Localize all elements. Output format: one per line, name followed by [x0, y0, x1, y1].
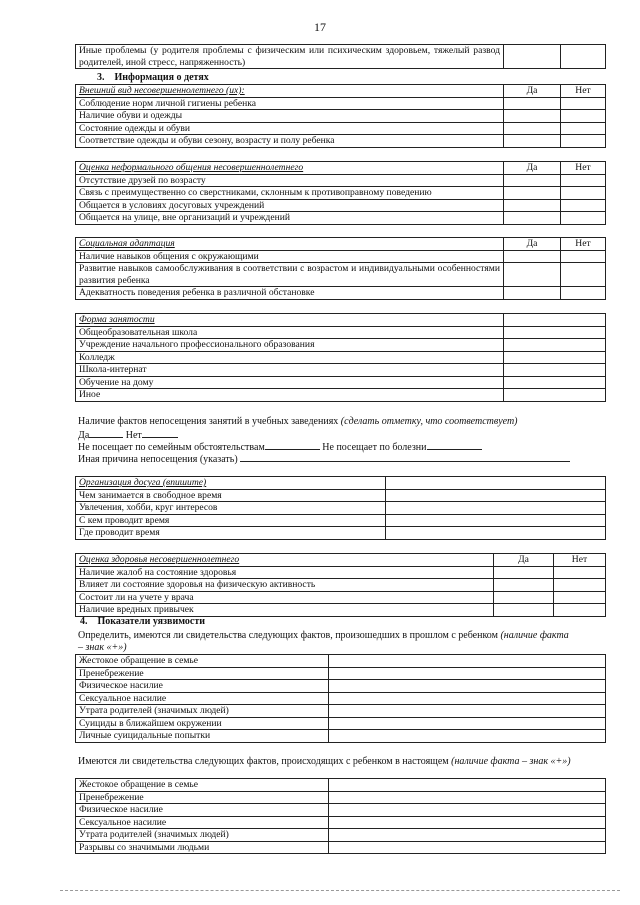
no-cell[interactable]	[561, 174, 606, 187]
no-cell[interactable]	[561, 250, 606, 263]
absence-line-1	[78, 416, 518, 428]
mark-cell[interactable]	[504, 376, 606, 389]
table-row-label: Общается на улице, вне организаций и учреждений	[76, 212, 504, 225]
yes-cell[interactable]	[504, 250, 561, 263]
table-row-label: С кем проводит время	[76, 514, 386, 527]
absence-family-label: Не посещает по семейным обстоятельствам	[78, 442, 265, 453]
mark-cell[interactable]	[504, 326, 606, 339]
absence-no-label: Нет	[125, 430, 142, 441]
no-cell[interactable]	[561, 263, 606, 287]
table-row-label: Чем занимается в свободное время	[76, 489, 386, 502]
no-cell[interactable]	[561, 97, 606, 110]
yes-cell[interactable]	[504, 199, 561, 212]
table-row-label: Учреждение начального профессионального образования	[76, 339, 504, 352]
absence-family-blank[interactable]	[265, 440, 320, 450]
table-row-label: Колледж	[76, 351, 504, 364]
informal-header: Оценка неформального общения несовершеннолетнего	[76, 162, 504, 175]
section-4-heading	[80, 616, 205, 627]
mark-cell[interactable]	[329, 717, 606, 730]
social-adaptation-table	[75, 237, 606, 300]
table-row-label: Утрата родителей (значимых людей)	[76, 829, 329, 842]
mark-cell[interactable]	[329, 791, 606, 804]
mark-cell[interactable]	[329, 804, 606, 817]
table-row-label: Жестокое обращение в семье	[76, 655, 329, 668]
mark-cell[interactable]	[329, 816, 606, 829]
mark-cell[interactable]	[329, 655, 606, 668]
section-4-intro-1	[78, 630, 569, 642]
health-yes-header: Да	[494, 554, 554, 567]
page-number: 17	[314, 20, 326, 34]
yes-cell[interactable]	[494, 604, 554, 617]
social-yes-header: Да	[504, 238, 561, 251]
yes-cell[interactable]	[504, 212, 561, 225]
leisure-header-cell	[386, 477, 606, 490]
section-4-intro-note: (наличие факта	[500, 630, 569, 641]
table-row-label: Жестокое обращение в семье	[76, 779, 329, 792]
health-no-header: Нет	[554, 554, 606, 567]
social-header: Социальная адаптация	[76, 238, 504, 251]
section-4-intro-text: Определить, имеются ли свидетельства следующих фактов, произошедших в прошлом с ребенком	[78, 630, 498, 641]
table-row-label: Сексуальное насилие	[76, 692, 329, 705]
table-row-label: Школа-интернат	[76, 364, 504, 377]
answer-cell[interactable]	[386, 502, 606, 515]
table-row-label: Физическое насилие	[76, 804, 329, 817]
no-cell[interactable]	[561, 135, 606, 148]
table-row-label: Разрывы со значимыми людьми	[76, 841, 329, 854]
other-problems-no-cell[interactable]	[561, 45, 606, 69]
table-row-label: Сексуальное насилие	[76, 816, 329, 829]
past-facts-table	[75, 654, 606, 743]
no-cell[interactable]	[554, 604, 606, 617]
no-cell[interactable]	[554, 591, 606, 604]
absence-illness-blank[interactable]	[427, 440, 482, 450]
yes-cell[interactable]	[504, 263, 561, 287]
appearance-header: Внешний вид несовершеннолетнего (их):	[76, 85, 504, 98]
occupation-table	[75, 313, 606, 402]
no-cell[interactable]	[561, 212, 606, 225]
present-facts-table	[75, 778, 606, 854]
section-4-number: 4.	[80, 616, 88, 627]
table-row-label: Наличие обуви и одежды	[76, 110, 504, 123]
table-row-label: Пренебрежение	[76, 667, 329, 680]
leisure-header: Организация досуга (впишите)	[76, 477, 386, 490]
footer-rule	[60, 890, 620, 891]
section-4-intro-2	[78, 642, 127, 654]
table-row-label: Адекватность поведения ребенка в различной обстановке	[76, 287, 504, 300]
answer-cell[interactable]	[386, 514, 606, 527]
table-row-label: Наличие навыков общения с окружающими	[76, 250, 504, 263]
absence-no-blank[interactable]	[142, 428, 178, 438]
absence-yes-blank[interactable]	[89, 428, 123, 438]
section-4-title: Показатели уязвимости	[97, 616, 206, 627]
absence-note: (сделать отметку, что соответствует)	[340, 416, 518, 427]
yes-cell[interactable]	[504, 135, 561, 148]
appearance-no-header: Нет	[561, 85, 606, 98]
table-row-label: Обучение на дому	[76, 376, 504, 389]
mark-cell[interactable]	[504, 389, 606, 402]
table-row-label: Отсутствие друзей по возрасту	[76, 174, 504, 187]
absence-yes-label: Да	[78, 430, 90, 441]
no-cell[interactable]	[561, 187, 606, 200]
no-cell[interactable]	[561, 110, 606, 123]
occupation-header: Форма занятости	[76, 314, 504, 327]
table-row-label: Влияет ли состояние здоровья на физическую активность	[76, 579, 494, 592]
absence-illness-label: Не посещает по болезни	[322, 442, 427, 453]
section-3-heading	[97, 72, 209, 83]
yes-cell[interactable]	[504, 187, 561, 200]
no-cell[interactable]	[554, 579, 606, 592]
health-table	[75, 553, 606, 617]
yes-cell[interactable]	[504, 97, 561, 110]
no-cell[interactable]	[561, 122, 606, 135]
table-row-label: Связь с преимущественно со сверстниками, склонным к противоправному поведению	[76, 187, 504, 200]
mark-cell[interactable]	[329, 841, 606, 854]
table-row-label: Наличие жалоб на состояние здоровья	[76, 566, 494, 579]
absence-other-line	[78, 452, 570, 466]
other-problems-yes-cell[interactable]	[504, 45, 561, 69]
answer-cell[interactable]	[386, 527, 606, 540]
health-header: Оценка здоровья несовершеннолетнего	[76, 554, 494, 567]
section-3-number: 3.	[97, 72, 105, 83]
mark-cell[interactable]	[329, 730, 606, 743]
yes-cell[interactable]	[504, 122, 561, 135]
table-row-label: Соблюдение норм личной гигиены ребенка	[76, 97, 504, 110]
yes-cell[interactable]	[504, 174, 561, 187]
mark-cell[interactable]	[504, 364, 606, 377]
absence-other-label: Иная причина непосещения (указать)	[78, 454, 238, 465]
table-row-label: Иное	[76, 389, 504, 402]
table-row-label: Где проводит время	[76, 527, 386, 540]
section-4-intro-note-2: – знак «+»)	[78, 642, 127, 653]
social-no-header: Нет	[561, 238, 606, 251]
table-row-label: Соответствие одежды и обуви сезону, возрасту и полу ребенка	[76, 135, 504, 148]
table-row-label: Развитие навыков самообслуживания в соответствии с возрастом и индивидуальными особенностями развития ребенка	[76, 263, 504, 287]
absence-other-blank[interactable]	[240, 452, 570, 462]
table-row-label: Суициды в ближайшем окружении	[76, 717, 329, 730]
mark-cell[interactable]	[329, 779, 606, 792]
no-cell[interactable]	[561, 199, 606, 212]
no-cell[interactable]	[554, 566, 606, 579]
occupation-header-cell	[504, 314, 606, 327]
mark-cell[interactable]	[504, 351, 606, 364]
table-row-label: Наличие вредных привычек	[76, 604, 494, 617]
present-intro	[78, 756, 571, 768]
table-row-label: Увлечения, хобби, круг интересов	[76, 502, 386, 515]
yes-cell[interactable]	[504, 110, 561, 123]
table-row-label: Состояние одежды и обуви	[76, 122, 504, 135]
leisure-table	[75, 476, 606, 540]
yes-cell[interactable]	[494, 566, 554, 579]
table-row-label: Личные суицидальные попытки	[76, 730, 329, 743]
yes-cell[interactable]	[504, 287, 561, 300]
section-3-title: Информация о детях	[114, 72, 209, 83]
mark-cell[interactable]	[329, 680, 606, 693]
absence-question: Наличие фактов непосещения занятий в учебных заведениях	[78, 416, 339, 427]
mark-cell[interactable]	[329, 692, 606, 705]
table-row-label: Утрата родителей (значимых людей)	[76, 705, 329, 718]
present-intro-note: (наличие факта – знак «+»)	[451, 756, 571, 767]
appearance-yes-header: Да	[504, 85, 561, 98]
mark-cell[interactable]	[329, 829, 606, 842]
other-problems-table	[75, 44, 606, 69]
yes-cell[interactable]	[494, 591, 554, 604]
no-cell[interactable]	[561, 287, 606, 300]
mark-cell[interactable]	[504, 339, 606, 352]
table-row-label: Общеобразовательная школа	[76, 326, 504, 339]
table-row-label: Пренебрежение	[76, 791, 329, 804]
informal-communication-table	[75, 161, 606, 225]
informal-no-header: Нет	[561, 162, 606, 175]
table-row-label: Физическое насилие	[76, 680, 329, 693]
answer-cell[interactable]	[386, 489, 606, 502]
informal-yes-header: Да	[504, 162, 561, 175]
present-intro-text: Имеются ли свидетельства следующих фактов, происходящих с ребенком в настоящем	[78, 756, 449, 767]
mark-cell[interactable]	[329, 705, 606, 718]
appearance-table	[75, 84, 606, 148]
table-row-label: Состоит ли на учете у врача	[76, 591, 494, 604]
other-problems-text: Иные проблемы (у родителя проблемы с физическим или психическим здоровьем, тяжелый развод родителей, иной стресс, напряженность)	[76, 45, 504, 69]
mark-cell[interactable]	[329, 667, 606, 680]
yes-cell[interactable]	[494, 579, 554, 592]
table-row-label: Общается в условиях досуговых учреждений	[76, 199, 504, 212]
